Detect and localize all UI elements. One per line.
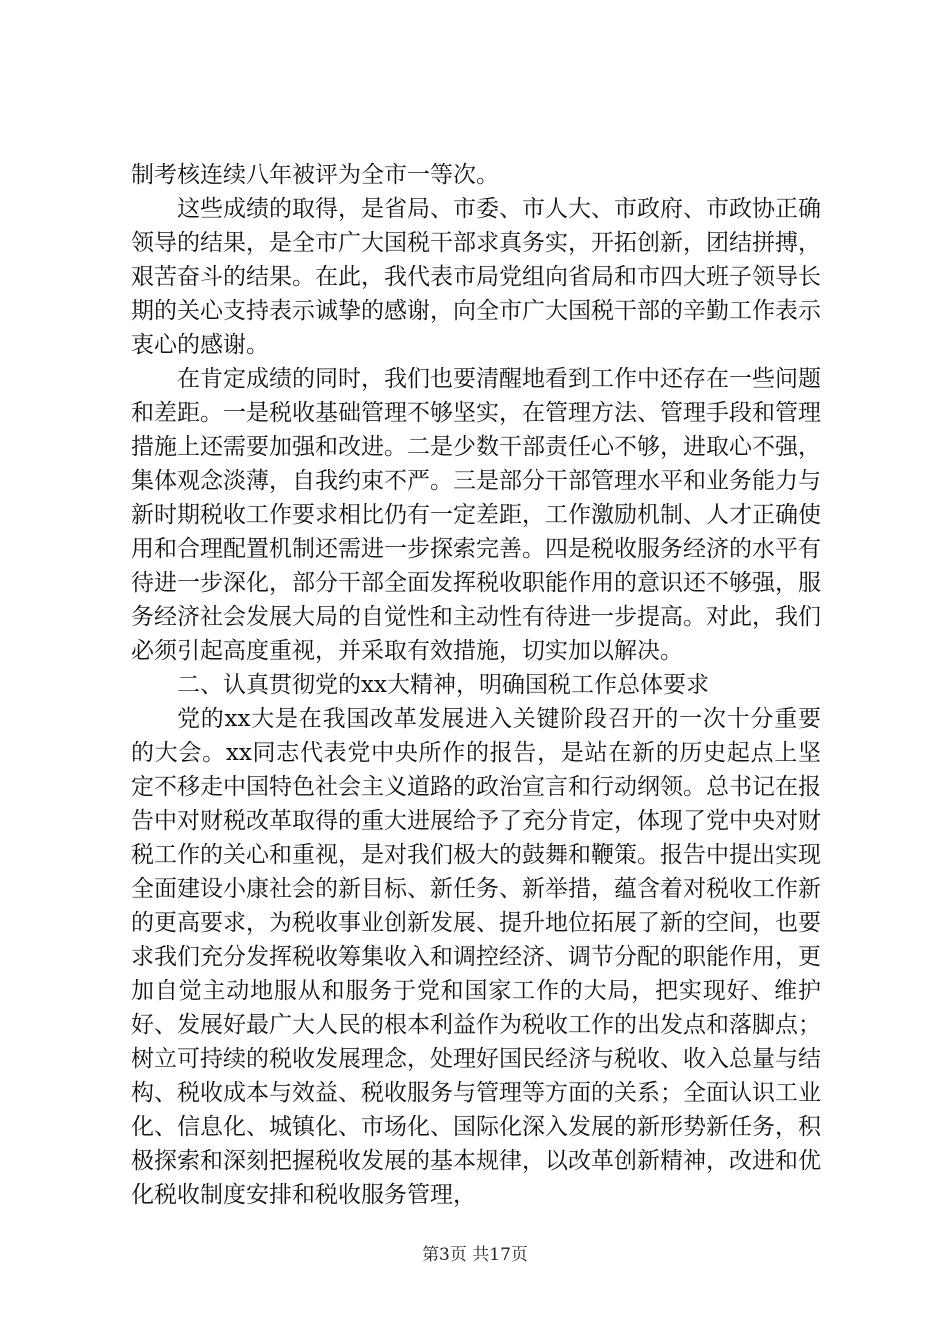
paragraph-1: 制考核连续八年被评为全市一等次。 xyxy=(131,162,499,188)
section-heading: 二、认真贯彻党的xx大精神，明确国税工作总体要求 xyxy=(177,672,709,698)
paragraph-3: 在肯定成绩的同时，我们也要清醒地看到工作中还存在一些问题和差距。一是税收基础管理不够坚实，在管理方法、管理手段和管理措施上还需要加强和改进。二是少数干部责任心不够，进取心不强，集体观念淡薄，自我约束不严。三是部分干部管理水平和业务能力与新时期税收工作要求相比仍有一定差距，工作激励机制、人才正确使用和合理配置机制还需进一步探索完善。四是税收服务经济的水平有待进一步深化，部分干部全面发挥税收职能作用的意识还不够强，服务经济社会发展大局的自觉性和主动性有待进一步提高。对此，我们必须引起高度重视，并采取有效措施，切实加以解决。 xyxy=(131,366,821,664)
page-footer: 第3页 共17页 xyxy=(422,1245,528,1265)
document-body xyxy=(131,158,821,1212)
paragraph-4: 党的xx大是在我国改革发展进入关键阶段召开的一次十分重要的大会。xx同志代表党中央所作的报告，是站在新的历史起点上坚定不移走中国特色社会主义道路的政治宣言和行动纲领。总书记在报告中对财税改革取得的重大进展给予了充分肯定，体现了党中央对财税工作的关心和重视，是对我们极大的鼓舞和鞭策。报告中提出实现全面建设小康社会的新目标、新任务、新举措，蕴含着对税收工作新的更高要求，为税收事业创新发展、提升地位拓展了新的空间，也要求我们充分发挥税收筹集收入和调控经济、调节分配的职能作用，更加自觉主动地服从和服务于党和国家工作的大局，把实现好、维护好、发展好最广大人民的根本利益作为税收工作的出发点和落脚点；树立可持续的税收发展理念，处理好国民经济与税收、收入总量与结构、税收成本与效益、税收服务与管理等方面的关系；全面认识工业化、信息化、城镇化、市场化、国际化深入发展的新形势新任务，积极探索和深刻把握税收发展的基本规律，以改革创新精神，改进和优化税收制度安排和税收服务管理， xyxy=(131,706,821,1208)
paragraph-2: 这些成绩的取得，是省局、市委、市人大、市政府、市政协正确领导的结果，是全市广大国税干部求真务实，开拓创新，团结拼搏，艰苦奋斗的结果。在此，我代表市局党组向省局和市四大班子领导长期的关心支持表示诚挚的感谢，向全市广大国税干部的辛勤工作表示衷心的感谢。 xyxy=(131,196,821,358)
